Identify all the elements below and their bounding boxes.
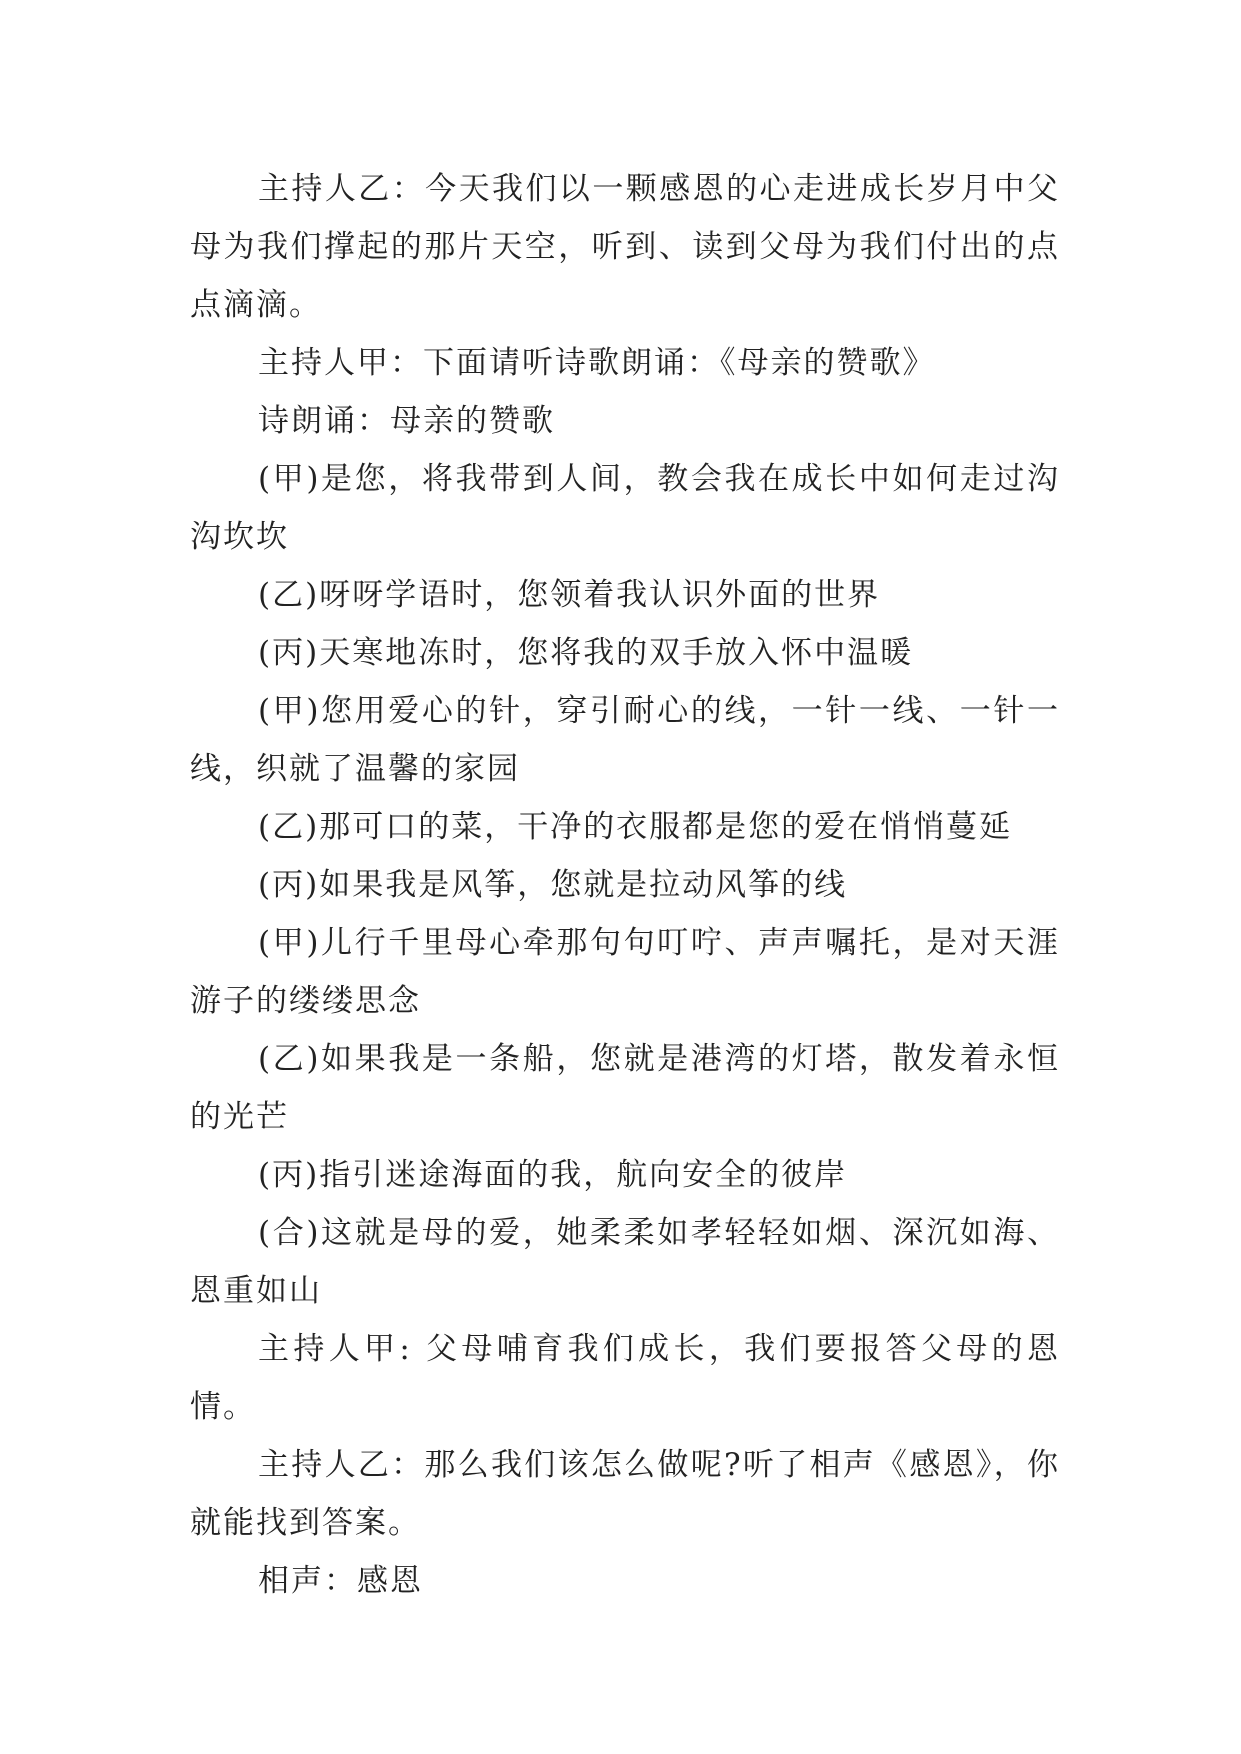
paragraph: (甲)是您，将我带到人间，教会我在成长中如何走过沟沟坎坎	[190, 461, 1060, 555]
paragraph: 主持人乙：那么我们该怎么做呢?听了相声《感恩》，你就能找到答案。	[190, 1447, 1060, 1541]
paragraph: (乙)那可口的菜，干净的衣服都是您的爱在悄悄蔓延	[258, 809, 1013, 845]
paragraph: (合)这就是母的爱，她柔柔如孝轻轻如烟、深沉如海、恩重如山	[190, 1215, 1060, 1309]
document-body	[190, 160, 1060, 1610]
paragraph: (丙)天寒地冻时，您将我的双手放入怀中温暖	[258, 635, 914, 671]
paragraph: 主持人甲: 父母哺育我们成长，我们要报答父母的恩情。	[190, 1331, 1060, 1425]
paragraph: 主持人乙：今天我们以一颗感恩的心走进成长岁月中父母为我们撑起的那片天空，听到、读到父母为我们付出的点点滴滴。	[190, 171, 1060, 323]
paragraph: (乙)呀呀学语时，您领着我认识外面的世界	[258, 577, 881, 613]
paragraph: (甲)您用爱心的针，穿引耐心的线，一针一线、一针一线，织就了温馨的家园	[190, 693, 1060, 787]
paragraph: 主持人甲：下面请听诗歌朗诵：《母亲的赞歌》	[258, 345, 936, 381]
paragraph: (丙)指引迷途海面的我，航向安全的彼岸	[258, 1157, 848, 1193]
paragraph: (丙)如果我是风筝，您就是拉动风筝的线	[258, 867, 848, 903]
paragraph: (甲)儿行千里母心牵那句句叮咛、声声嘱托，是对天涯游子的缕缕思念	[190, 925, 1060, 1019]
paragraph: 相声：感恩	[258, 1563, 423, 1599]
paragraph: 诗朗诵：母亲的赞歌	[258, 403, 555, 439]
paragraph: (乙)如果我是一条船，您就是港湾的灯塔，散发着永恒的光芒	[190, 1041, 1060, 1135]
